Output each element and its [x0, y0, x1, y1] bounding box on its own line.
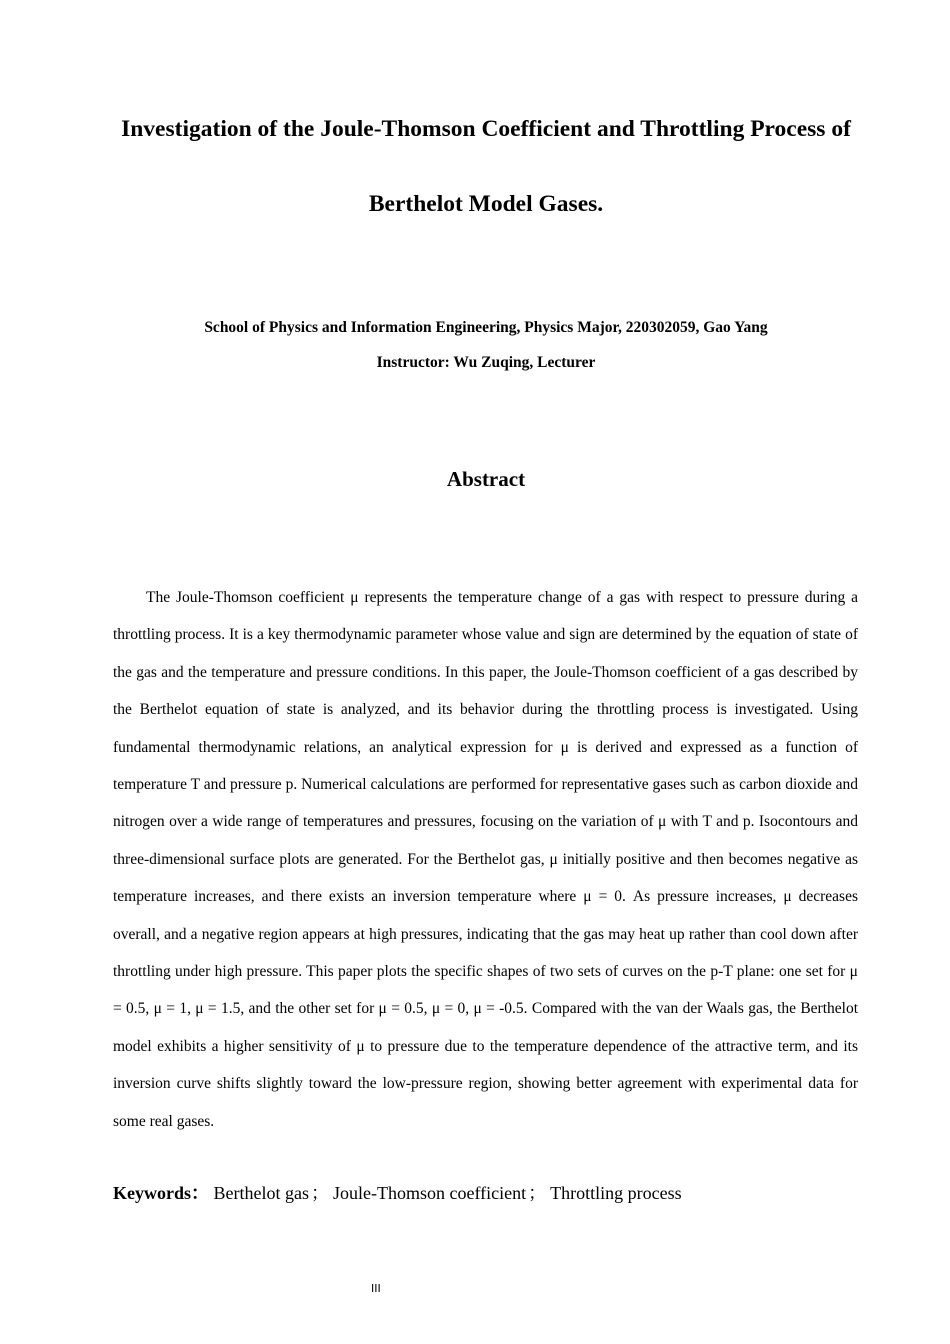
keyword-item: Throttling process — [550, 1183, 682, 1203]
keywords-label: Keywords： — [113, 1183, 209, 1203]
keywords-line — [113, 1180, 858, 1206]
author-affiliation: School of Physics and Information Engineering, Physics Major, 220302059, Gao Yang — [204, 319, 768, 336]
keyword-item: Berthelot gas — [213, 1183, 309, 1203]
page-number: III — [371, 1282, 381, 1295]
keyword-separator: ； — [528, 1183, 547, 1203]
abstract-heading: Abstract — [446, 467, 526, 491]
keyword-separator: ； — [310, 1183, 329, 1203]
paper-title: Investigation of the Joule-Thomson Coefficient and Throttling Process of Berthelot Model Gases. — [121, 116, 851, 217]
keyword-item: Joule-Thomson coefficient — [332, 1183, 527, 1203]
instructor-line: Instructor: Wu Zuqing, Lecturer — [376, 354, 596, 371]
abstract-body: The Joule-Thomson coefficient μ represents the temperature change of a gas with respect to pressure during a throttling process. It is a key thermodynamic parameter whose value and sign are determined by the equation of state of the gas and the temperature and pressure conditions. In this paper, the Joule-Thomson coefficient of a gas described by the Berthelot equation of state is analyzed, and its behavior during the throttling process is investigated. Using fundamental thermodynamic relations, an analytical expression for μ is derived and expressed as a function of temperature T and pressure p. Numerical calculations are performed for representative gases such as carbon dioxide and nitrogen over a wide range of temperatures and pressures, focusing on the variation of μ with T and p. Isocontours and three-dimensional surface plots are generated. For the Berthelot gas, μ initially positive and then becomes negative as temperature increases, and there exists an inversion temperature where μ = 0. As pressure increases, μ decreases overall, and a negative region appears at high pressures, indicating that the gas may heat up rather than cool down after throttling under high pressure. This paper plots the specific shapes of two sets of curves on the p-T plane: one set for μ = 0.5, μ = 1, μ = 1.5, and the other set for μ = 0.5, μ = 0, μ = -0.5. Compared with the van der Waals gas, the Berthelot model exhibits a higher sensitivity of μ to pressure due to the temperature dependence of the attractive term, and its inversion curve shifts slightly toward the low-pressure region, showing better agreement with experimental data for some real gases. — [113, 589, 858, 1130]
